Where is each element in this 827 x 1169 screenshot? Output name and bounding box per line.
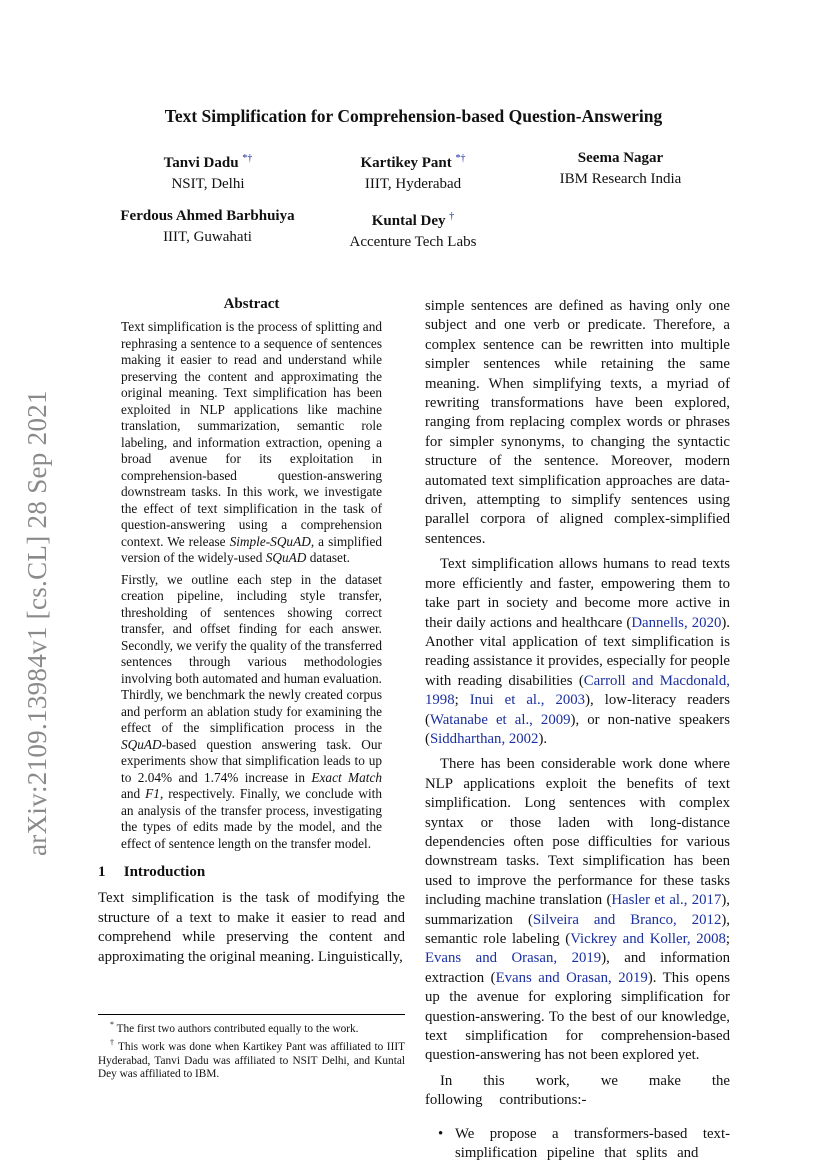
body-paragraph-4: In this work, we make the following contributions:- bbox=[425, 1072, 730, 1109]
author-5 bbox=[333, 206, 493, 253]
footnote-mark: † bbox=[110, 1038, 115, 1048]
contribution-bullet-1: • We propose a transformers-based text-simplification pipeline that splits and bbox=[438, 1125, 730, 1162]
paper-title: Text Simplification for Comprehension-based Question-Answering bbox=[164, 106, 663, 126]
author-name: Seema Nagar bbox=[577, 150, 664, 166]
simple-squad-term: Simple-SQuAD bbox=[229, 533, 311, 549]
citation-link[interactable]: Hasler et al., 2017 bbox=[611, 892, 722, 909]
citation-link[interactable]: Evans and Orasan, 2019 bbox=[495, 969, 648, 986]
author-affiliation: IIIT, Hyderabad bbox=[364, 176, 462, 192]
squad-term: SQuAD bbox=[265, 550, 307, 565]
body-paragraph-2: Text simplification allows humans to read texts more efficiently and faster, empowering them to take part in society and become more active in their daily actions and healthcare (Dannells, 2020). Another vital application of text simplification is reading assistance it provides, especially for people with reading disabilities (Carroll and Macdonald, 1998; Inui et al., 2003), low-literacy readers (Watanabe et al., 2009), or non-native speakers (Siddharthan, 2002). bbox=[425, 556, 731, 747]
author-affiliation: IIIT, Guwahati bbox=[163, 229, 252, 245]
f1-term: F1 bbox=[145, 786, 160, 801]
abstract bbox=[121, 319, 382, 852]
citation-link[interactable]: Dannells, 2020 bbox=[631, 614, 722, 631]
citation-link[interactable]: Vickrey and Koller, 2008 bbox=[570, 931, 726, 947]
author-name: Tanvi Dadu bbox=[163, 155, 239, 171]
author-name: Ferdous Ahmed Barbhuiya bbox=[120, 208, 295, 224]
footnote-1: * The first two authors contributed equally to the work. bbox=[110, 1020, 359, 1035]
citation-link[interactable]: Carroll and Macdonald, 1998 bbox=[425, 672, 730, 709]
left-column bbox=[98, 296, 405, 967]
citation-link[interactable]: Inui et al., 2003 bbox=[469, 692, 586, 709]
exact-match-term: Exact Match bbox=[311, 769, 383, 785]
author-4 bbox=[100, 206, 315, 248]
author-1 bbox=[133, 148, 283, 195]
author-mark: *† bbox=[455, 153, 466, 164]
abstract-paragraph-2: Firstly, we outline each step in the dataset creation pipeline, including style transfer, thresholding of sentences showing correct transfer, and offset finding for each answer. Secondly, we verify the quality of the transferred sentences through various methodologies involving both automated and human evaluation. Thirdly, we benchmark the newly created corpus and perform an ablation study for examining the effect of the simplification process in the SQuAD-based question answering task. Our experiments show that simplification leads to up to 2.04% and 1.74% increase in Exact Match and F1, respectively. Finally, we conclude with an analysis of the transfer process, investigating the types of edits made by the model, and the effect of sentence length on the transfer model. bbox=[121, 571, 383, 851]
section-number: 1 bbox=[98, 864, 106, 880]
section-title: Introduction bbox=[123, 864, 206, 880]
citation-link[interactable]: Evans and Orasan, 2019 bbox=[425, 950, 602, 967]
author-mark: *† bbox=[242, 153, 253, 164]
author-affiliation: Accenture Tech Labs bbox=[349, 234, 477, 250]
footnote-mark: * bbox=[110, 1020, 114, 1029]
footnote-2: † This work was done when Kartikey Pant was affiliated to IIIT Hyderabad, Tanvi Dadu was affiliated to NSIT Delhi, and Kuntal Dey was affiliated to IBM. bbox=[98, 1038, 405, 1081]
citation-link[interactable]: Siddharthan, 2002 bbox=[429, 730, 539, 747]
body-paragraph-1: simple sentences are defined as having only one subject and one verb or predicate. Therefore, a complex sentence can be rewritten into multiple simpler sentences while retaining the same meaning. When simplifying texts, a myriad of rewriting transformations have been explored, ranging from replacing complex words or phrases for simpler synonyms, to changing the syntactic structure of the sentence. Moreover, modern automated text simplification approaches are data-driven, attempting to simplify sentences using parallel corpora of aligned complex-simplified sentences. bbox=[425, 298, 730, 547]
author-3 bbox=[538, 148, 703, 190]
author-affiliation: NSIT, Delhi bbox=[171, 176, 245, 192]
squad-term: SQuAD bbox=[121, 736, 162, 752]
author-affiliation: IBM Research India bbox=[559, 171, 682, 187]
bullet-icon: • bbox=[438, 1125, 444, 1142]
author-mark: † bbox=[449, 211, 455, 222]
author-name: Kuntal Dey bbox=[371, 213, 446, 229]
abstract-paragraph-1: Text simplification is the process of splitting and rephrasing a sentence to a sequence of sentences making it easier to read and understand while preserving the content and approximating the original meaning. Text simplification has been exploited in NLP applications like machine translation, summarization, semantic role labeling, and information extraction, opening a broad avenue for its exploitation in comprehension-based question-answering downstream tasks. In this work, we investigate the effect of text simplification in the task of question-answering using a comprehension context. We release Simple-SQuAD, a simplified version of the widely-used SQuAD dataset. bbox=[121, 319, 382, 565]
arxiv-identifier: arXiv:2109.13984v1 [cs.CL] 28 Sep 2021 bbox=[22, 390, 52, 856]
body-paragraph-3: There has been considerable work done where NLP applications exploit the benefits of text simplification. Long sentences with complex syntax or those laden with long-distance dependencies often pose difficulties for various downstream tasks. Text simplification has been used to improve the performance for these tasks including machine translation (Hasler et al., 2017), summarization (Silveira and Branco, 2012), semantic role labeling (Vickrey and Koller, 2008; Evans and Orasan, 2019), and information extraction (Evans and Orasan, 2019). This opens up the avenue for exploring simplification for question-answering. To the best of our knowledge, text simplification for comprehension-based question-answering has not been explored yet. bbox=[425, 756, 731, 1064]
abstract-heading: Abstract bbox=[223, 296, 280, 312]
author-name: Kartikey Pant bbox=[360, 155, 452, 171]
right-column bbox=[425, 297, 730, 1163]
introduction-paragraph-1: Text simplification is the task of modifying the structure of a text to make it easier to read and comprehend while preserving the content and approximating the original meaning. Linguistically, bbox=[98, 890, 405, 965]
footnotes bbox=[98, 1014, 405, 1082]
author-2 bbox=[338, 148, 488, 195]
section-heading-introduction bbox=[98, 864, 405, 881]
citation-link[interactable]: Watanabe et al., 2009 bbox=[429, 711, 571, 728]
citation-link[interactable]: Silveira and Branco, 2012 bbox=[532, 911, 722, 928]
